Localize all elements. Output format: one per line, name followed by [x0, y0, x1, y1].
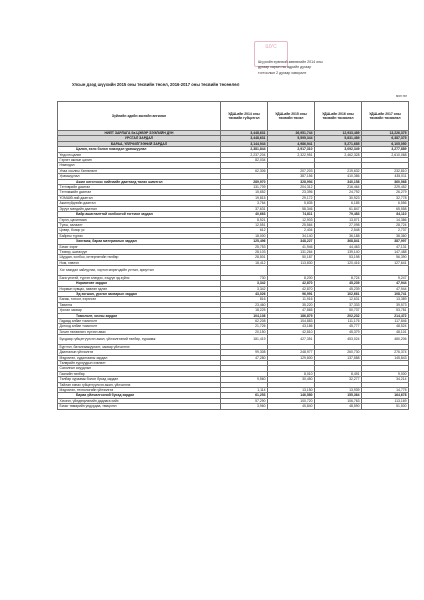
row-label: Даатгалын үйлчилгээ — [58, 350, 221, 355]
row-value-2014: 62,208 — [221, 319, 268, 324]
row-value-2017: 13,389 — [362, 297, 409, 302]
document-header — [258, 60, 408, 76]
row-value-2017: 65,558 — [362, 206, 409, 211]
col-header-2014: УДШ-ийн 2014 оны төсвийн гүйцэтгэл — [221, 102, 268, 131]
row-label: Эд хогшил, урсгал засварын зардал — [58, 291, 221, 296]
row-label: Үндсэн цалин — [58, 152, 221, 157]
row-value-2015: 35,220 — [268, 302, 315, 307]
row-value-2015: 387,156 — [268, 174, 315, 179]
row-value-2017: 164,678 — [362, 393, 409, 398]
row-value-2015: 13,150 — [268, 388, 315, 393]
row-value-2016: 139,140 — [315, 249, 362, 254]
row-value-2017: 232,810 — [362, 168, 409, 173]
row-value-2016: 13,571 — [315, 217, 362, 222]
row-label: Бичиг төмөрийн ундурдаа, төмцэгэн — [58, 404, 221, 409]
row-value-2016: 260,730 — [315, 350, 362, 355]
row-value-2015: 100,720 — [268, 398, 315, 403]
row-value-2016: 340,158 — [315, 179, 362, 184]
row-value-2016: 368,841 — [315, 239, 362, 244]
row-value-2017: 47,944 — [362, 286, 409, 291]
row-value-2015 — [268, 266, 315, 276]
row-label: Цэвэр, бохир ус — [58, 228, 221, 233]
row-value-2016: 45,239 — [315, 281, 362, 286]
row-value-2017: 26,279 — [362, 190, 409, 195]
col-header-2017: УДШ-ийн 2017 оны төсвийн төсөөлөл — [362, 102, 409, 131]
row-value-2014: 289,970 — [221, 179, 268, 184]
row-value-2017: 2,737 — [362, 228, 409, 233]
row-value-2016: 453,024 — [315, 335, 362, 345]
row-value-2017: 48,524 — [362, 324, 409, 329]
row-value-2015: 58,346 — [268, 206, 315, 211]
row-value-2017: 480,206 — [362, 335, 409, 345]
row-label: Тайлан хянах гүйцэтгүүлсэн ажил, үйлчилгээ — [58, 382, 221, 387]
row-value-2017: 48,101 — [362, 329, 409, 334]
row-label: Ажил олгогчоос нийгмийн даатгалд төлөх шимтгэл — [58, 179, 221, 184]
row-value-2015: 328,994 — [268, 179, 315, 184]
row-label: Хангамж, бараа материалын зардал — [58, 239, 221, 244]
row-value-2014: 125,496 — [221, 239, 268, 244]
row-value-2014: 1,114 — [221, 388, 268, 393]
row-value-2016: 155,364 — [315, 393, 362, 398]
row-value-2014: 2,381,844 — [221, 147, 268, 152]
row-value-2014: 816 — [221, 297, 268, 302]
row-value-2017: 145,843 — [362, 355, 409, 360]
budget-table — [57, 101, 409, 410]
row-value-2014: 25,753 — [221, 244, 268, 249]
row-value-2016: 13,939 — [315, 388, 362, 393]
row-value-2016: 36,188 — [315, 233, 362, 238]
row-value-2017: 435,011 — [362, 174, 409, 179]
header-line-2: дугаар сарын ны өдрийн дугаар — [258, 65, 312, 70]
row-label: Эрүүл мэндийн даатгал — [58, 206, 221, 211]
row-value-2016: 12,631 — [315, 297, 362, 302]
row-value-2016: 32,277 — [315, 377, 362, 382]
col-header-name: Зүйлийн эдийн засгийн ангилал — [58, 102, 221, 131]
row-value-2015: 42,870 — [268, 281, 315, 286]
row-value-2015: 8,200 — [268, 275, 315, 280]
row-value-2015: 348,227 — [268, 239, 315, 244]
row-label: Ном, хэвлэл — [58, 260, 221, 265]
row-value-2014: 181,419 — [221, 335, 268, 345]
row-value-2014: 28,103 — [221, 249, 268, 254]
row-value-2016: 45,379 — [315, 329, 362, 334]
row-value-2015: 5,595,344 — [268, 136, 315, 141]
row-value-2015: 8,010 — [268, 371, 315, 376]
row-value-2015: 248,977 — [268, 350, 315, 355]
row-value-2016: 48,590 — [315, 404, 362, 409]
row-value-2017: 47,131 — [362, 244, 409, 249]
row-value-2014: 3,448,631 — [221, 131, 268, 136]
row-value-2017: 14,386 — [362, 217, 409, 222]
row-value-2016: 219,632 — [315, 168, 362, 173]
row-label: Байр ашиглалттай холбоотой тогтмол зардал — [58, 212, 221, 217]
row-value-2017: 276,374 — [362, 350, 409, 355]
row-value-2017: 38,360 — [362, 233, 409, 238]
row-value-2015: 146,580 — [268, 393, 315, 398]
row-value-2015: 34,140 — [268, 233, 315, 238]
row-label: БАРАА, ҮЙЛЧИЛГЭЭНИЙ ЗАРДАЛ — [58, 141, 221, 146]
row-value-2016: 53,198 — [315, 255, 362, 260]
row-value-2017: 127,641 — [362, 260, 409, 265]
row-value-2015: 12,903 — [268, 217, 315, 222]
row-label: Томилолт, зочны зардал — [58, 313, 221, 318]
row-value-2014: 18,412 — [221, 260, 268, 265]
row-label: Зочин төлөөлөгч хүлээн авах — [58, 329, 221, 334]
row-value-2015: 42,870 — [268, 286, 315, 291]
unit-label: мян.төг — [396, 94, 407, 98]
row-label: Тэтгэмжийн даатгал — [58, 190, 221, 195]
row-value-2014: 131,709 — [221, 185, 268, 190]
row-value-2016: 3,092,349 — [315, 147, 362, 152]
row-value-2016 — [315, 266, 362, 276]
row-value-2016: 106,763 — [315, 398, 362, 403]
row-value-2015: 25,564 — [268, 222, 315, 227]
row-value-2017: 3,277,889 — [362, 147, 409, 152]
row-value-2017: 34,214 — [362, 377, 409, 382]
row-value-2016: 79,483 — [315, 212, 362, 217]
row-value-2017: 51,500 — [362, 404, 409, 409]
table-row — [58, 266, 409, 276]
row-label: Шуудан, холбоо, интернэтийн төлбөр — [58, 255, 221, 260]
row-value-2016: 102,661 — [315, 291, 362, 296]
row-value-2015: 29,172 — [268, 195, 315, 200]
table-row — [58, 404, 409, 409]
row-value-2015: 104,883 — [268, 319, 315, 324]
header-line-3: тогтоолын 2 дугаар хавсралт — [258, 70, 307, 75]
row-value-2017: 113,169 — [362, 398, 409, 403]
row-value-2015: 204,312 — [268, 185, 315, 190]
row-value-2016: 44,463 — [315, 244, 362, 249]
row-value-2017: 9,000 — [362, 371, 409, 376]
row-value-2016: 50,737 — [315, 308, 362, 313]
row-value-2015: 5,835 — [268, 201, 315, 206]
row-value-2014: 8,921 — [221, 217, 268, 222]
row-value-2015: 2,404 — [268, 228, 315, 233]
row-label: Урамшуулал — [58, 174, 221, 179]
row-label: Нэмэгдэл — [58, 163, 221, 168]
row-value-2015: 131,264 — [268, 249, 315, 254]
row-value-2016: 216,464 — [315, 185, 362, 190]
row-value-2014: 3,342 — [221, 286, 268, 291]
row-label: Нормативт зардал — [58, 281, 221, 286]
row-value-2014: 15,652 — [221, 190, 268, 195]
col-header-2016: УДШ-ийн 2016 оны төсвийн төсөөлөл — [315, 102, 362, 131]
row-value-2016: 37,333 — [315, 302, 362, 307]
row-value-2015: 11,916 — [268, 297, 315, 302]
row-value-2016: 8,491 — [315, 371, 362, 376]
row-value-2016: 45,239 — [315, 286, 362, 291]
table-header-row — [58, 102, 409, 131]
row-value-2014: 82,034 — [221, 158, 268, 163]
row-value-2016: 120,416 — [315, 260, 362, 265]
table-body — [58, 131, 409, 410]
row-label: Байрны түрээс — [58, 233, 221, 238]
row-value-2015: 23,396 — [268, 190, 315, 195]
row-value-2014: 12,551 — [221, 222, 268, 227]
row-value-2015: 4,986,941 — [268, 141, 315, 146]
row-value-2014: 2,237,204 — [221, 152, 268, 157]
row-value-2016: 2,548 — [315, 228, 362, 233]
row-value-2014: 18,225 — [221, 308, 268, 313]
row-label: Хог хаягдал зайлуулах, хортон мэрэгчдийн устгал, ариутгал — [58, 266, 221, 276]
row-value-2017: 360,568 — [362, 179, 409, 184]
row-value-2017: 53,781 — [362, 308, 409, 313]
row-value-2017: 214,472 — [362, 313, 409, 318]
row-value-2017: 2,610,068 — [362, 152, 409, 157]
row-value-2014: 61,253 — [221, 393, 268, 398]
document-title: Улсын дээд шүүхийн 2015 оны төсвийн төсөл, 2016-2017 оны төсвийн төсөөлөл — [72, 82, 240, 87]
row-value-2014: 28,501 — [221, 255, 268, 260]
row-value-2017: 387,997 — [362, 239, 409, 244]
row-value-2016: 24,792 — [315, 190, 362, 195]
row-value-2015: 74,811 — [268, 212, 315, 217]
stamp-text: ШУС — [265, 44, 277, 50]
row-value-2015: 47,865 — [268, 308, 315, 313]
row-label: Гэрээт ажлын цалин — [58, 158, 221, 163]
row-value-2014: 47,280 — [221, 355, 268, 360]
row-value-2014: 3,448,631 — [221, 136, 268, 141]
row-value-2016: 27,098 — [315, 222, 362, 227]
row-label: Бичиг хэрэг — [58, 244, 221, 249]
row-value-2014: 23,460 — [221, 302, 268, 307]
row-value-2014: 19,815 — [221, 195, 268, 200]
row-value-2015: 427,351 — [268, 335, 315, 345]
row-value-2015: 207,203 — [268, 168, 315, 173]
row-label: Унаа хоолны Хөнгөлөлт — [58, 168, 221, 173]
row-value-2016: 5,271,685 — [315, 141, 362, 146]
row-label: Мэдээлэл, технологийн үйлчилгээ — [58, 388, 221, 393]
row-value-2015: 30,450 — [268, 377, 315, 382]
row-label: Бусдаар гүйцэтгүүлсэн ажил, үйлчилгээний төлбөр, хураамж — [58, 335, 221, 345]
row-value-2014: 57,290 — [221, 398, 268, 403]
row-value-2017: 47,944 — [362, 281, 409, 286]
row-value-2015: 186,879 — [268, 313, 315, 318]
row-value-2014: 20,150 — [221, 329, 268, 334]
row-value-2017: 84,110 — [362, 212, 409, 217]
row-value-2017: 108,741 — [362, 291, 409, 296]
row-value-2017: 117,846 — [362, 319, 409, 324]
row-label: УРСГАЛ ЗАРДАЛ — [58, 136, 221, 141]
row-value-2016: 5,831,489 — [315, 136, 362, 141]
row-value-2014: 62,306 — [221, 168, 268, 173]
header-line-1: Шүүхийн ерөнхий зөвлөлийн 2014 оны — [258, 60, 323, 64]
row-value-2017: 28,724 — [362, 222, 409, 227]
row-value-2015: 43,186 — [268, 324, 315, 329]
row-value-2017: 13,226,375 — [362, 131, 409, 136]
row-label: Гадаад албан томилолт — [58, 319, 221, 324]
row-value-2014: 99,308 — [221, 350, 268, 355]
row-value-2016: 6,185 — [315, 201, 362, 206]
row-label: Дотоод албан томилолт — [58, 324, 221, 329]
col-header-2015: УДШ-ийн 2015 оны төсвийн төсөл — [268, 102, 315, 131]
row-value-2014: 18,000 — [221, 233, 268, 238]
row-value-2016: 202,232 — [315, 313, 362, 318]
row-label: Багаж, тоноог, хэрэгсэл — [58, 297, 221, 302]
row-label: Хичээл, үйлдвэрлэлийн дадлага хийх — [58, 398, 221, 403]
row-value-2017: 56,390 — [362, 255, 409, 260]
row-value-2014: 9,560 — [221, 377, 268, 382]
row-value-2014: 104,136 — [221, 313, 268, 318]
row-value-2017: 6,105,050 — [362, 141, 409, 146]
row-value-2016: 8,724 — [315, 275, 362, 280]
row-label: Түлш, халаалт — [58, 222, 221, 227]
row-value-2015: 45,840 — [268, 404, 315, 409]
row-value-2017: 32,778 — [362, 195, 409, 200]
row-value-2015: 2,917,310 — [268, 147, 315, 152]
row-label: Цалин, хөлс болон нэмэгдэл урамшуулал — [58, 147, 221, 152]
row-value-2014: 3,342 — [221, 281, 268, 286]
row-label: Төлөрийн хурлуудын хэвлэлт — [58, 361, 221, 366]
row-label: Тээвэр, шатахуун — [58, 249, 221, 254]
row-value-2015: 26,951,744 — [268, 131, 315, 136]
row-value-2014: 21,726 — [221, 324, 268, 329]
row-value-2015: 41,946 — [268, 244, 315, 249]
row-value-2014: 43,026 — [221, 291, 268, 296]
row-value-2015: 129,800 — [268, 355, 315, 360]
row-value-2015: 96,991 — [268, 291, 315, 296]
row-label: Гаалийн төлбөр — [58, 371, 221, 376]
row-value-2016: 111,176 — [315, 319, 362, 324]
row-value-2014: 40,663 — [221, 212, 268, 217]
row-value-2017: 6,387,375 — [362, 136, 409, 141]
row-label: Бараа үйлчилгээний бусад зардал — [58, 393, 221, 398]
row-value-2016: 137,588 — [315, 355, 362, 360]
row-value-2015: 42,810 — [268, 329, 315, 334]
row-value-2017: 147,488 — [362, 249, 409, 254]
row-value-2014: 612 — [221, 228, 268, 233]
row-value-2016: 61,847 — [315, 206, 362, 211]
row-label: Нормын хувцас, зөөлөн эдлэл — [58, 286, 221, 291]
row-value-2017 — [362, 266, 409, 276]
row-value-2015: 50,187 — [268, 255, 315, 260]
row-label: Бүртгэл, баталгаажуулалт, засвар үйлчилгээ — [58, 344, 221, 349]
row-label: Тэтгэврийн даатгал — [58, 185, 221, 190]
row-value-2014: 3,960 — [221, 404, 268, 409]
row-label: Төлбөр хураамж болон бусад зардал — [58, 377, 221, 382]
row-label: Гэрэл, цахилгаан — [58, 217, 221, 222]
row-value-2016: 30,923 — [315, 195, 362, 200]
row-label: НИЙТ ЗАРЛАГА ба ЦЭВЭР ЗЭЭЛИЙН ДҮН — [58, 131, 221, 136]
row-value-2016: 45,777 — [315, 324, 362, 329]
row-label: Урсгал засвар — [58, 308, 221, 313]
row-label: Тавилга — [58, 302, 221, 307]
row-label: Бага үнэтэй, түргэн элэгдэх, хэцүүн эд зүйлс — [58, 275, 221, 280]
row-value-2014: 37,631 — [221, 206, 268, 211]
row-label: Ажилгүйдлийн даатгал — [58, 201, 221, 206]
row-value-2015: 113,830 — [268, 260, 315, 265]
row-value-2014 — [221, 266, 268, 276]
row-label: ҮОМШӨ-ний даатгал — [58, 195, 221, 200]
table-row — [58, 335, 409, 345]
row-value-2014: 730 — [221, 275, 268, 280]
row-value-2017: 9,247 — [362, 275, 409, 280]
row-value-2016: 410,386 — [315, 174, 362, 179]
row-label: Сахилгын асуудлын — [58, 366, 221, 371]
row-value-2017: 14,775 — [362, 388, 409, 393]
row-value-2014: 3,144,944 — [221, 141, 268, 146]
row-value-2014: 3,764 — [221, 201, 268, 206]
row-value-2016: 2,462,328 — [315, 152, 362, 157]
row-value-2017: 229,452 — [362, 185, 409, 190]
row-label: Мэдээлэл, судалгааны зардал — [58, 355, 221, 360]
row-value-2017: 39,573 — [362, 302, 409, 307]
row-value-2017: 6,556 — [362, 201, 409, 206]
row-value-2015: 2,322,951 — [268, 152, 315, 157]
row-value-2016: 12,933,489 — [315, 131, 362, 136]
